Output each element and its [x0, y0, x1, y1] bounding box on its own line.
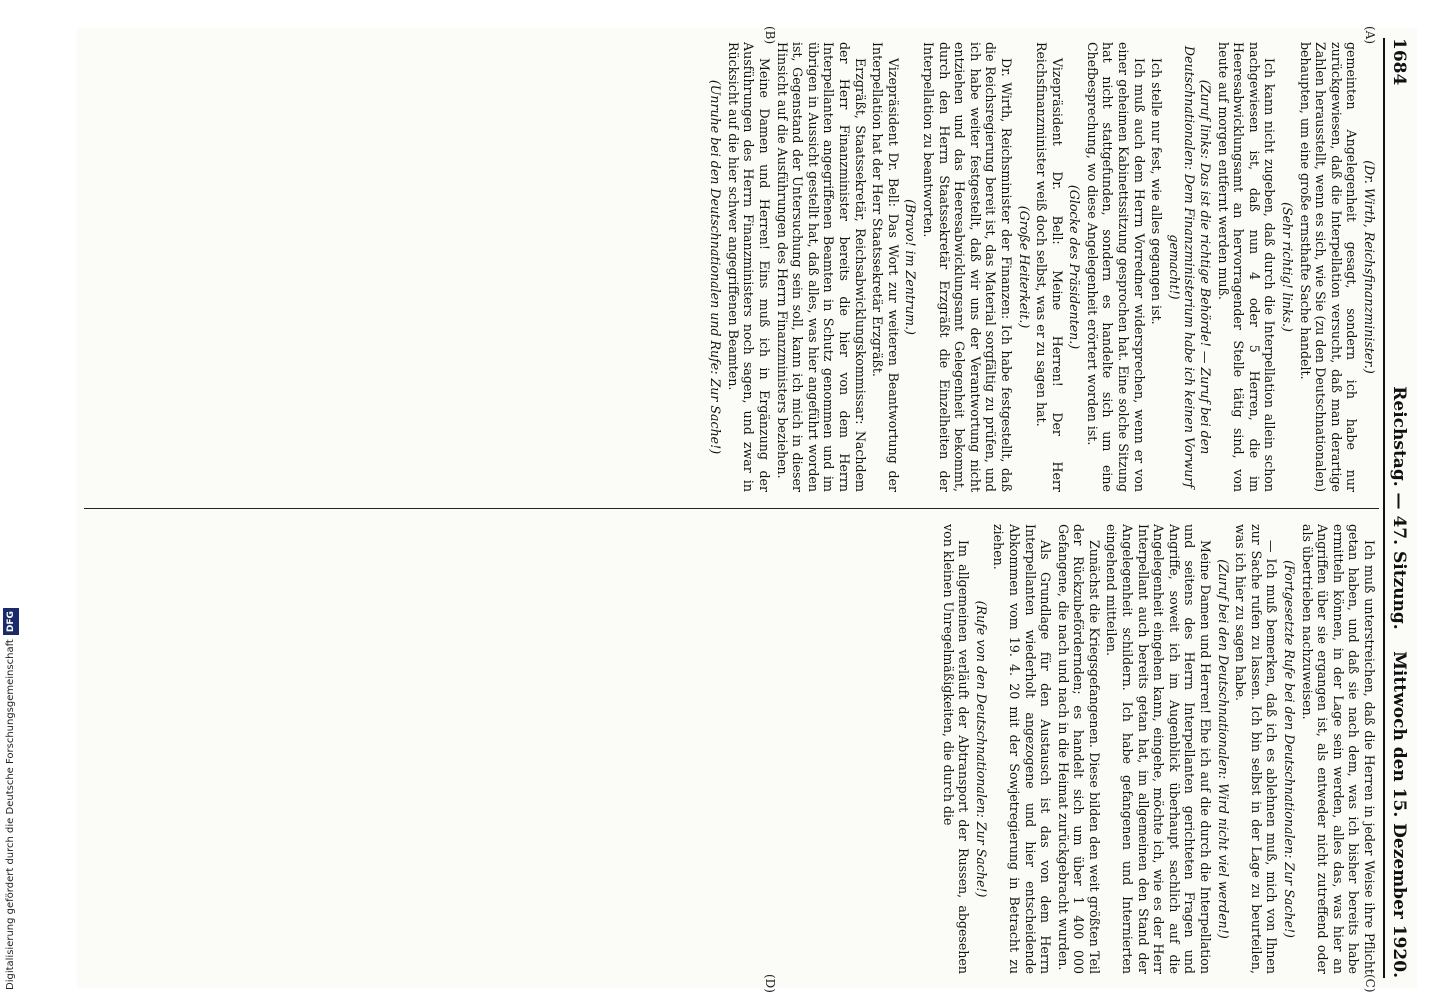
paragraph: gemeinten Angelegenheit gesagt, sondern ich habe nur zurückgewiesen, daß die Interpellation versucht, daß man derartige Zahlen herausstellt, wenn es sich, wie Sie (zu den Deutschnationalen) behaupten, um eine große ernsthafte Sache handelt.	[1297, 42, 1360, 492]
interjection: (Große Heiterkeit.)	[1016, 205, 1032, 329]
speaker-note: (Dr. Wirth, Reichsfinanzminister.)	[1362, 160, 1377, 374]
interjection: (Unruhe bei den Deutschnationalen und Rufe: Zur Sache!)	[708, 79, 724, 455]
interjection: (Zuruf bei den Deutschnationalen: Wird nicht viel werden!)	[1215, 559, 1231, 939]
paragraph: Ich stelle nur fest, wie alles gegangen ist.	[1149, 58, 1165, 325]
paragraph: Zunächst die Kriegsgefangenen. Diese bilden den weit größten Teil der Rückzubefördernden; es handelt sich um über 1 400 000 Gefangene, die nach und nach in die Heimat zurückgebracht wurden.	[1055, 524, 1102, 974]
page-number: 1684	[1389, 38, 1409, 86]
paragraph: Dr. Wirth, Reichsminister der Finanzen: Ich habe festgestellt, daß die Reichsregierung bereit ist, das Material sorgfältig zu prüfen, und ich habe weiter festgestellt, daß wir uns der Verantwortung nicht entziehen und das Heeresabwicklungsamt Gelegenheit bekommt, durch den Herrn Staatssekretär Erzgräßt die Einzelheiten der Interpellation zu beantworten.	[920, 42, 1014, 492]
paragraph: Ich muß auch dem Herrn Vorredner widersprechen, wenn er von einer geheimen Kabinettssitzung gesprochen hat. Eine solche Sitzung hat nicht stattgefunden, sondern es handelte sich um eine Chefbesprechung, wo diese Angelegenheit erörtert worden ist.	[1084, 42, 1147, 492]
paragraph: Vizepräsident Dr. Bell: Das Wort zur weiteren Beantwortung der Interpellation hat der Herr Staatssekretär Erzgräßt.	[870, 42, 901, 492]
margin-marker-b: (B)	[763, 26, 777, 45]
interjection: (Fortgesetzte Rufe bei den Deutschnationalen: Zur Sache!)	[1282, 560, 1298, 938]
document-page	[77, 26, 1417, 993]
interjection: (Bravo! im Zentrum.)	[903, 199, 919, 335]
paragraph: Meine Damen und Herren! Ehe ich auf die durch die Interpellation und seitens des Herrn Interpellanten gerichteten Fragen und Angriffe, soweit ich im Augenblick überhaupt sachlich auf die Angelegenheit eingehen kann, eingehe, möchte ich, wie es der Herr Interpellant auch bereits getan hat, im allgemeinen den Stand der Angelegenheit schildern. Ich habe gefangenen und Internierten eingehend mitteilen.	[1104, 524, 1214, 974]
interjection: (Rufe von den Deutschnationalen: Zur Sache!)	[973, 600, 989, 898]
paragraph: Vizepräsident Dr. Bell: Meine Herren! Der Herr Reichsfinanzminister weiß doch selbst, was er zu sagen hat.	[1034, 42, 1065, 492]
interjection: (Zuruf links: Das ist die richtige Behörde! — Zuruf bei den Deutschnationalen: Dem Finanzministerium habe ich keinen Vorwurf gemacht!)	[1166, 45, 1214, 489]
paragraph: — Ich muß bemerken, daß ich es ablehnen muß, mich von Ihnen zur Sache rufen zu lassen. Ich bin selbst in der Lage zu beurteilen, was ich hier zu sagen habe.	[1233, 524, 1280, 974]
margin-marker-d: (D)	[763, 974, 777, 993]
margin-marker-c: (C)	[1363, 974, 1377, 993]
session-date: Mittwoch den 15. Dezember 1920.	[1389, 651, 1409, 978]
right-column	[87, 524, 1377, 974]
session-title: Reichstag. — 47. Sitzung.	[1389, 386, 1409, 630]
funding-note: Digitalisierung gefördert durch die Deutsche Forschungsgemeinschaft	[5, 639, 16, 990]
paragraph: Als Grundlage für den Austausch ist das von dem Herrn Interpellanten wiederholt angezogene und hier entscheidende Abkommen vom 19. 4. 20 mit der Sowjetregierung in Betracht zu ziehen.	[991, 524, 1054, 974]
interjection: (Glocke des Präsidenten.)	[1067, 184, 1083, 350]
footer-text-wrap	[3, 380, 19, 990]
margin-marker-a: (A)	[1363, 26, 1377, 45]
left-column	[87, 42, 1377, 492]
column-divider	[84, 508, 1379, 509]
paragraph: Im allgemeinen verläuft der Abtransport der Russen, abgesehen von kleinen Unregelmäßigkeiten, die durch die	[940, 524, 972, 974]
digitization-footer	[3, 380, 19, 990]
paragraph: Ich muß unterstreichen, daß die Herren in jeder Weise ihre Pflicht getan haben, und daß sie nach dem, was ich bisher bereits habe ermitteln können, in der Lage sein werden, alles das, was hier an Angriffen über sie ergangen ist, als entweder nicht zutreffend oder als übertrieben nachzuweisen.	[1299, 524, 1377, 974]
page-header	[1383, 38, 1411, 978]
paragraph: Meine Damen und Herren! Eins muß ich in Ergänzung der Ausführungen des Herrn Finanzministers noch sagen, und zwar in Rücksicht auf die hier schwer angegriffenen Beamten.	[725, 42, 773, 492]
dfg-logo: DFG	[3, 608, 19, 635]
paragraph: Erzgräßt, Staatssekretär, Reichsabwicklungskommissar: Nachdem der Herr Finanzminister bereits die hier von dem Herrn Interpellanten angegriffenen Beamten in Schutz genommen und im übrigen in Aussicht gestellt hat, daß alles, was hier angeführt worden ist, Gegenstand der Untersuchung sein soll, kann ich mich in dieser Hinsicht auf die Ausführungen des Herrn Finanzministers beziehen.	[774, 42, 868, 492]
interjection: (Sehr richtig! links.)	[1280, 202, 1296, 332]
paragraph: Ich kann nicht zugeben, daß durch die Interpellation allein schon nachgewiesen ist, daß nun 4 oder 5 Herren, die im Heeresabwicklungsamt an hervorragender Stelle tätig sind, von heute auf morgen entfernt werden muß.	[1215, 42, 1278, 492]
